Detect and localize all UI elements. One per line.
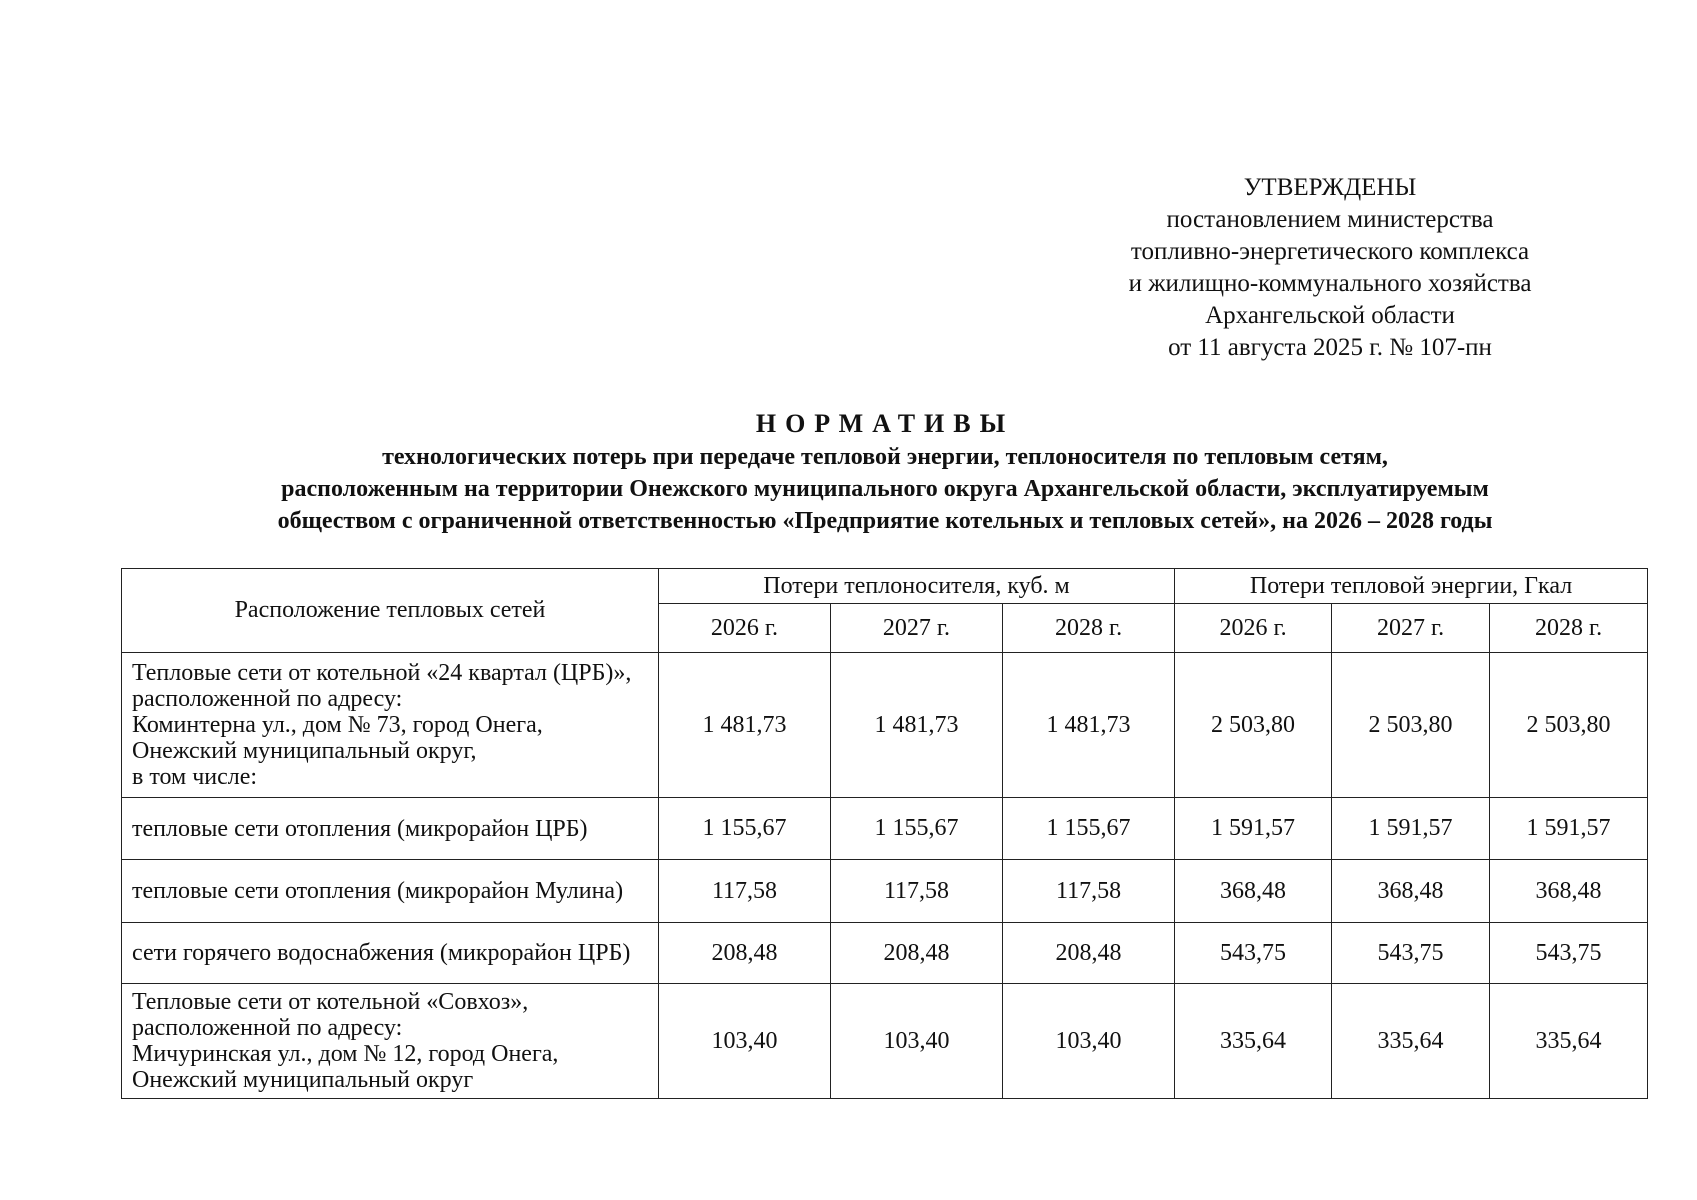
value-cell: 1 155,67	[831, 798, 1003, 860]
location-line: Онежский муниципальный округ,	[132, 738, 477, 764]
value-cell: 368,48	[1332, 860, 1490, 923]
year-header: 2028 г.	[1490, 604, 1648, 653]
value-cell: 117,58	[1003, 860, 1175, 923]
value-cell: 117,58	[659, 860, 831, 923]
coolant-losses-header: Потери теплоносителя, куб. м	[659, 569, 1175, 604]
value-cell: 103,40	[659, 984, 831, 1099]
year-header: 2027 г.	[831, 604, 1003, 653]
location-line: тепловые сети отопления (микрорайон ЦРБ)	[132, 815, 588, 842]
value-cell: 543,75	[1332, 923, 1490, 984]
approval-line: топливно-энергетического комплекса	[1130, 238, 1530, 265]
approval-stamp	[1070, 172, 1590, 364]
location-line: расположенной по адресу:	[132, 1015, 403, 1041]
year-header: 2028 г.	[1003, 604, 1175, 653]
approval-line: Архангельской области	[1205, 302, 1455, 329]
table-row	[122, 923, 1648, 984]
value-cell: 208,48	[1003, 923, 1175, 984]
table-row	[122, 653, 1648, 798]
document-subtitle-line: технологических потерь при передаче тепловой энергии, теплоносителя по тепловым сетям,	[382, 444, 1388, 470]
location-line: Тепловые сети от котельной «24 квартал (ЦРБ)»,	[132, 660, 632, 686]
location-cell	[122, 860, 659, 923]
norms-table	[121, 568, 1648, 1099]
value-cell: 117,58	[831, 860, 1003, 923]
year-header: 2026 г.	[1175, 604, 1332, 653]
location-line: тепловые сети отопления (микрорайон Мулина)	[132, 878, 624, 904]
value-cell: 103,40	[1003, 984, 1175, 1099]
value-cell: 543,75	[1490, 923, 1648, 984]
value-cell: 543,75	[1175, 923, 1332, 984]
value-cell: 335,64	[1175, 984, 1332, 1099]
approval-date-number: от 11 августа 2025 г. № 107-пн	[1168, 334, 1492, 361]
location-line: сети горячего водоснабжения (микрорайон ЦРБ)	[132, 940, 631, 966]
location-line: Тепловые сети от котельной «Совхоз»,	[132, 989, 529, 1015]
location-cell	[122, 984, 659, 1099]
document-title: НОРМАТИВЫ	[755, 409, 1015, 438]
table-row	[122, 798, 1648, 860]
value-cell: 2 503,80	[1175, 653, 1332, 798]
table-row	[122, 984, 1648, 1099]
value-cell: 335,64	[1490, 984, 1648, 1099]
location-cell	[122, 653, 659, 798]
location-cell	[122, 923, 659, 984]
location-header: Расположение тепловых сетей	[122, 569, 659, 653]
location-line: Мичуринская ул., дом № 12, город Онега,	[132, 1041, 559, 1067]
value-cell: 2 503,80	[1332, 653, 1490, 798]
value-cell: 208,48	[831, 923, 1003, 984]
value-cell: 368,48	[1175, 860, 1332, 923]
approval-line: постановлением министерства	[1166, 206, 1494, 233]
value-cell: 208,48	[659, 923, 831, 984]
location-cell	[122, 798, 659, 860]
value-cell: 368,48	[1490, 860, 1648, 923]
value-cell: 1 591,57	[1175, 798, 1332, 860]
value-cell: 335,64	[1332, 984, 1490, 1099]
document-subtitle-line: обществом с ограниченной ответственностью «Предприятие котельных и тепловых сетей», на 2026 – 2028 годы	[277, 508, 1493, 534]
approval-heading: УТВЕРЖДЕНЫ	[1243, 174, 1417, 201]
value-cell: 1 591,57	[1490, 798, 1648, 860]
value-cell: 1 155,67	[659, 798, 831, 860]
approval-line: и жилищно-коммунального хозяйства	[1128, 270, 1532, 297]
value-cell: 1 155,67	[1003, 798, 1175, 860]
location-line: Онежский муниципальный округ	[132, 1067, 474, 1093]
value-cell: 1 481,73	[1003, 653, 1175, 798]
location-line: в том числе:	[132, 764, 258, 790]
table-header-row	[122, 569, 1648, 604]
year-header: 2027 г.	[1332, 604, 1490, 653]
year-header: 2026 г.	[659, 604, 831, 653]
value-cell: 103,40	[831, 984, 1003, 1099]
value-cell: 2 503,80	[1490, 653, 1648, 798]
heat-energy-losses-header: Потери тепловой энергии, Гкал	[1175, 569, 1648, 604]
document-subtitle-line: расположенным на территории Онежского муниципального округа Архангельской области, эксплуатируемым	[281, 476, 1489, 502]
value-cell: 1 481,73	[659, 653, 831, 798]
table-row	[122, 860, 1648, 923]
document-title-block	[120, 407, 1650, 537]
location-line: расположенной по адресу:	[132, 686, 403, 712]
value-cell: 1 591,57	[1332, 798, 1490, 860]
location-line: Коминтерна ул., дом № 73, город Онега,	[132, 712, 543, 738]
value-cell: 1 481,73	[831, 653, 1003, 798]
